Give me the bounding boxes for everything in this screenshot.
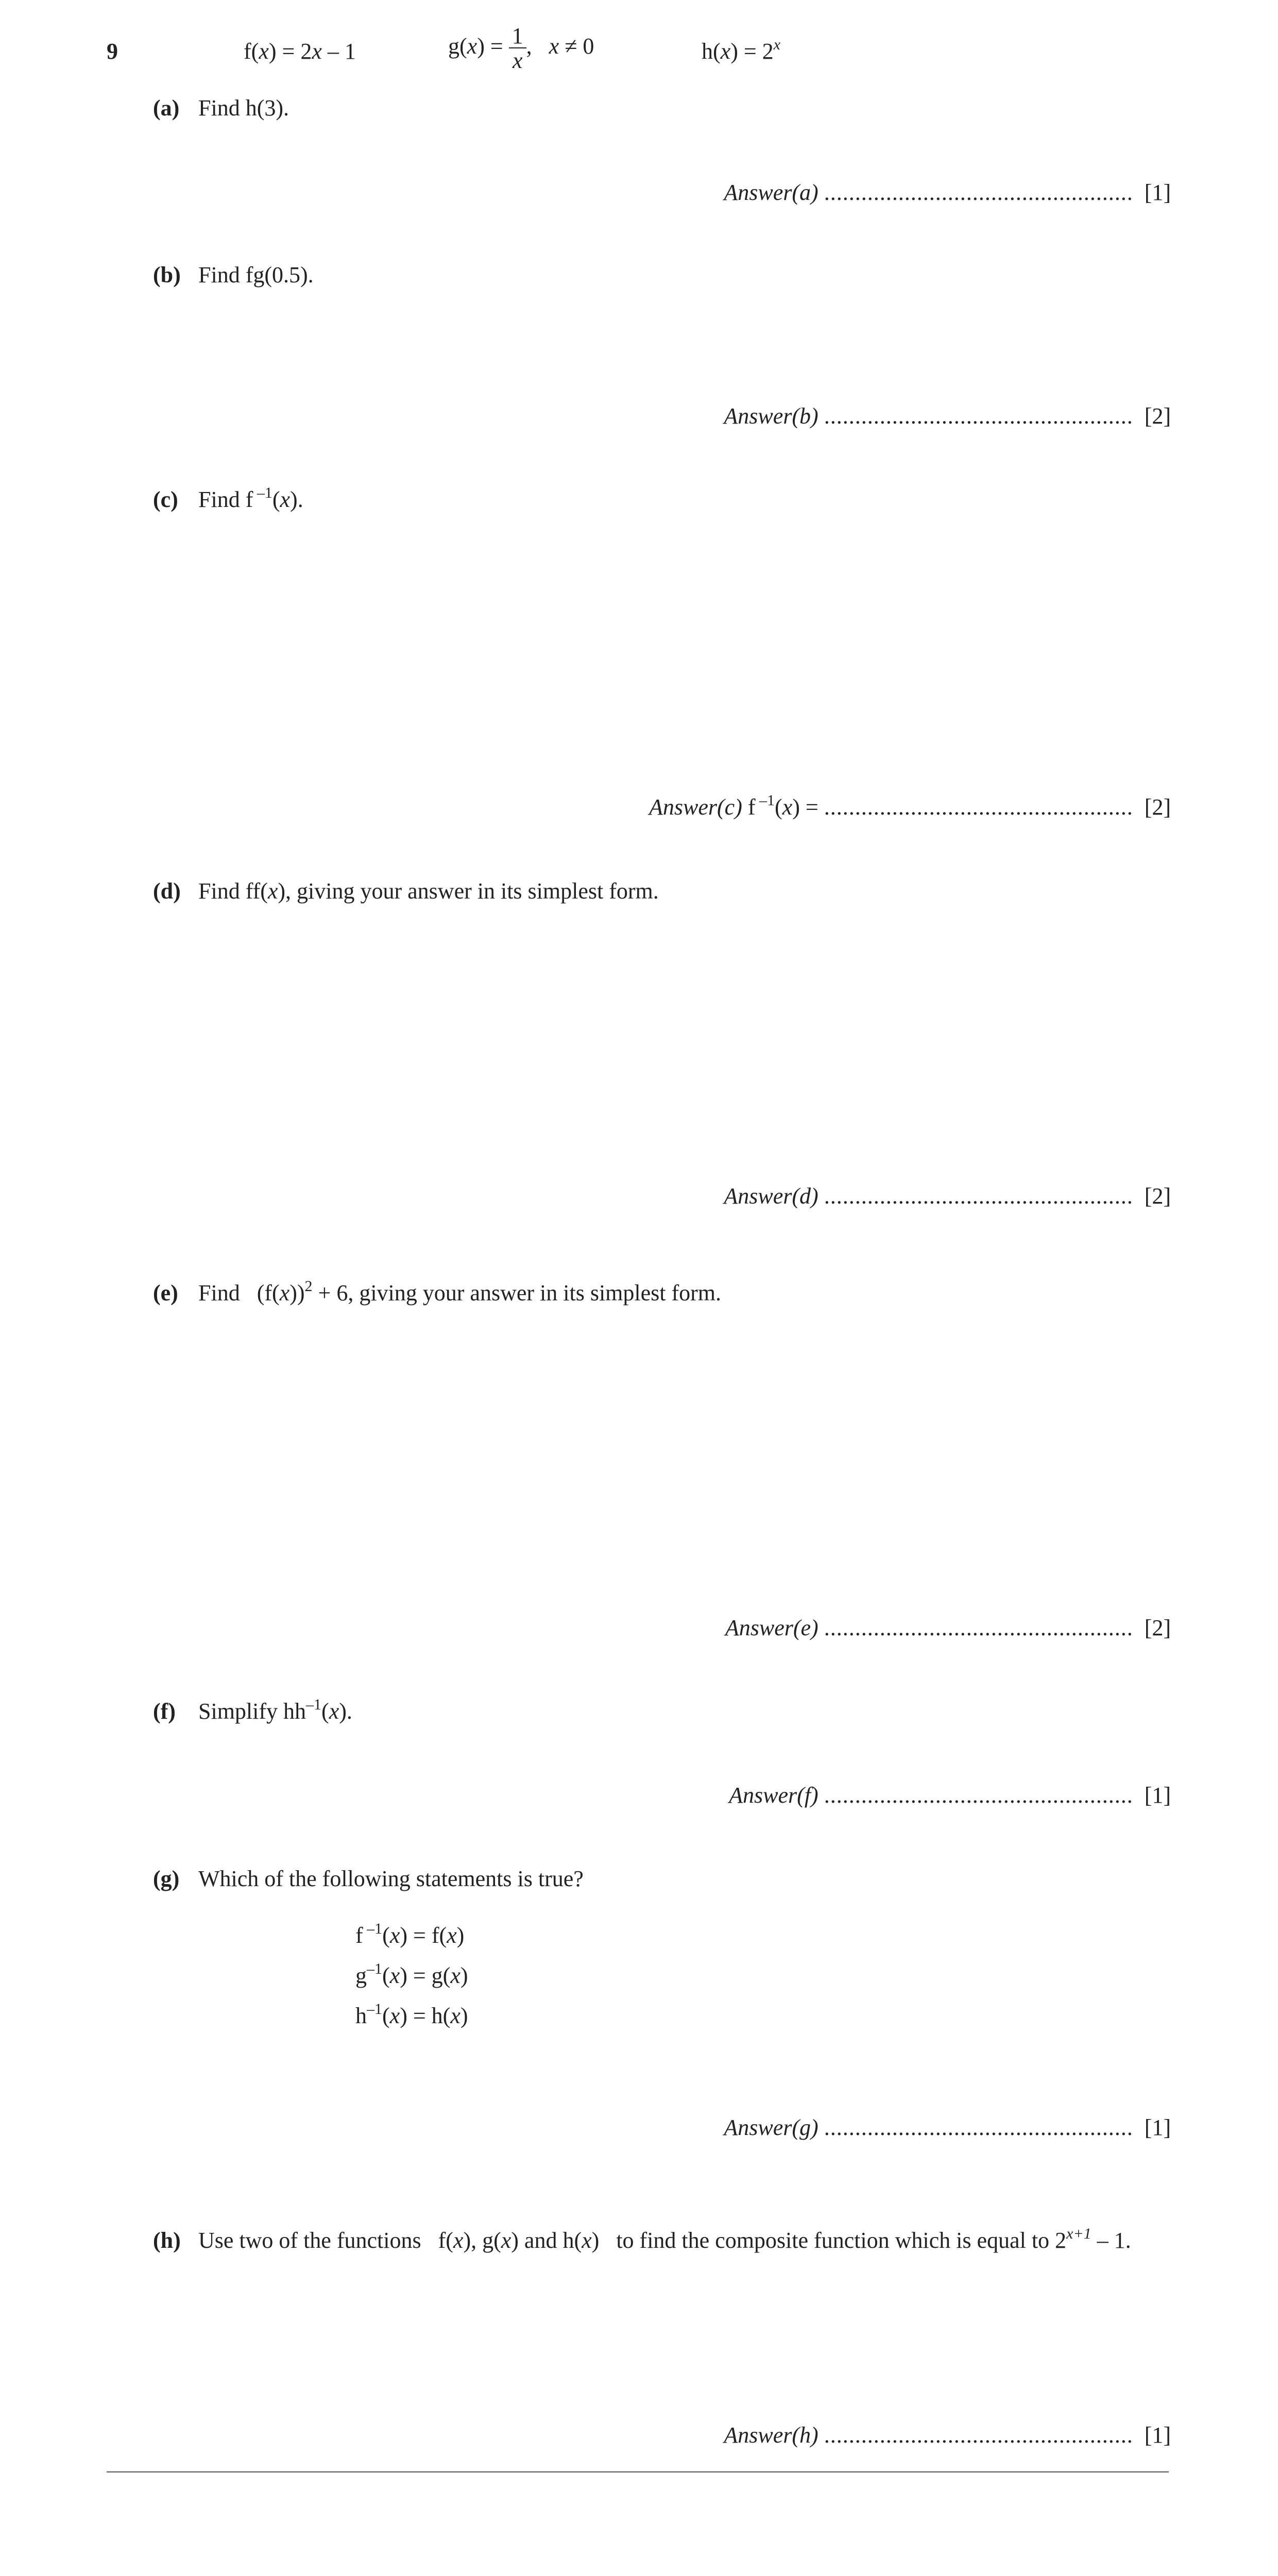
function-g-definition: g(x) = $\frac{1}{x}$ , x ≠ 0 [448, 23, 594, 73]
part-h-var-3: x [582, 2228, 592, 2253]
h-var: x [720, 39, 731, 64]
part-b-label: (b) [153, 262, 181, 287]
g-fraction [509, 25, 526, 72]
marks-c: [2] [1144, 794, 1171, 820]
question-number: 9 [107, 39, 118, 64]
answer-c-prefix: f [742, 794, 756, 820]
part-e-text-mid: )) [289, 1280, 305, 1306]
answer-a-dots: .................................................. [824, 180, 1133, 205]
statement-2: $g^{-1}(x) = g(x)$ [355, 1960, 468, 1988]
part-a-text: Find h(3). [198, 95, 289, 121]
marks-b: [2] [1144, 403, 1171, 429]
answer-c-dots: .................................................. [824, 794, 1133, 820]
statement-1-fn: f [355, 1923, 363, 1948]
answer-f-dots: .................................................. [824, 1783, 1133, 1808]
answer-f-label: Answer(f) [729, 1783, 819, 1808]
part-f-var: x [329, 1699, 339, 1724]
statement-3-fn: h [355, 2003, 367, 2028]
part-h-text-end: – 1. [1091, 2228, 1131, 2253]
answer-d-label: Answer(d) [724, 1183, 819, 1209]
section-divider [107, 2471, 1169, 2472]
part-e-var: x [279, 1280, 290, 1306]
g-condition: ≠ 0 [559, 33, 594, 59]
part-c-var: x [280, 487, 291, 512]
answer-c-label: Answer(c) [649, 794, 742, 820]
part-c-text: Find f $^{-1}$(x). [198, 484, 303, 512]
marks-g: [1] [1144, 2115, 1171, 2140]
answer-a-label: Answer(a) [724, 180, 819, 205]
part-h-fn-f: f [438, 2228, 446, 2253]
statement-3-rhs: h [431, 2003, 443, 2028]
g-name: g [448, 33, 459, 59]
part-d-text [198, 880, 659, 903]
part-h-var-1: x [453, 2228, 464, 2253]
statement-1-rhs-var: x [447, 1923, 457, 1948]
statement-2-rhs-var: x [450, 1963, 461, 1988]
statement-2-fn: g [355, 1963, 367, 1988]
statement-1-sup: –1 [363, 1920, 383, 1937]
g-denominator: x [509, 47, 526, 72]
answer-g-dots: .................................................. [824, 2115, 1133, 2140]
answer-g-label: Answer(g) [724, 2115, 819, 2140]
answer-h-dots: .................................................. [824, 2422, 1133, 2448]
part-h-text-post: to find the composite function which is equal to 2 [599, 2228, 1067, 2253]
h-name: h [702, 39, 713, 64]
part-d-text-post: ), giving your answer in its simplest form. [278, 878, 659, 904]
marks-h: [1] [1144, 2422, 1171, 2448]
part-d-text-pre: Find ff( [198, 878, 268, 904]
part-g-text: Which of the following statements is true? [198, 1866, 584, 1891]
part-d-label: (d) [153, 878, 181, 904]
statement-1: f $^{-1}$(x) = f(x) [355, 1920, 465, 1948]
answer-c-var: x [782, 794, 793, 820]
part-f-sup: –1 [306, 1696, 322, 1713]
f-rhs-b: – 1 [321, 39, 356, 64]
statement-3: $h^{-1}(x) = h(x)$ [355, 2001, 468, 2028]
g-condition-var: x [549, 33, 559, 59]
statement-3-sup: –1 [367, 2001, 382, 2018]
part-c-answer-line: Answer(c) f $^{-1}$(x) = .................................................. [2] [649, 792, 1171, 820]
answer-b-dots: .................................................. [824, 403, 1133, 429]
part-d-answer-line [724, 1185, 1171, 1208]
part-h-sup: x+1 [1066, 2225, 1092, 2242]
part-h-var-2: x [501, 2228, 512, 2253]
part-f-text: Simplify $hh^{-1}(x)$. [198, 1696, 352, 1724]
marks-e: [2] [1144, 1615, 1171, 1640]
f-var: x [259, 39, 269, 64]
h-rhs: = 2 [738, 39, 774, 64]
part-h-label: (h) [153, 2228, 181, 2253]
statement-2-rhs: g [431, 1963, 443, 1988]
answer-c-suffix: = [799, 794, 819, 820]
answer-e-dots: .................................................. [824, 1615, 1133, 1640]
statement-3-rhs-var: x [450, 2003, 461, 2028]
part-a-answer-line [724, 181, 1171, 204]
part-h-text: Use two of the functions f(x), g(x) and h(x) to find the composite function which is equal to $2^{x+1} - 1$. [198, 2225, 1131, 2253]
part-g-answer-line [724, 2116, 1171, 2139]
marks-a: [1] [1144, 180, 1171, 205]
g-numerator: 1 [512, 23, 523, 48]
statement-1-rhs: f [431, 1923, 439, 1948]
function-f-definition: f(x) = 2x – 1 [244, 39, 356, 64]
part-e-text [198, 1278, 722, 1306]
statement-2-sup: –1 [367, 1960, 382, 1977]
part-c-sup: –1 [253, 484, 272, 501]
h-exponent: x [773, 36, 780, 53]
statement-3-var: x [389, 2003, 400, 2028]
part-e-answer-line [725, 1617, 1171, 1639]
answer-e-label: Answer(e) [725, 1615, 819, 1640]
function-h-definition: $h(x) = 2^x$ [702, 36, 780, 64]
part-a-label: (a) [153, 95, 180, 121]
answer-h-label: Answer(h) [724, 2422, 819, 2448]
part-f-label: (f) [153, 1699, 176, 1724]
statement-1-var: x [389, 1923, 400, 1948]
answer-d-dots: .................................................. [824, 1183, 1133, 1209]
g-var: x [467, 33, 478, 59]
statement-2-var: x [389, 1963, 400, 1988]
part-e-text-post: + 6, giving your answer in its simplest form. [312, 1280, 722, 1306]
part-h-fn-h: h [563, 2228, 574, 2253]
part-e-text-pre: Find (f( [198, 1280, 280, 1306]
f-rhs-var: x [312, 39, 322, 64]
part-e-label: (e) [153, 1280, 178, 1306]
f-rhs-a: = 2 [276, 39, 312, 64]
part-e-sup: 2 [304, 1278, 313, 1295]
marks-d: [2] [1144, 1183, 1171, 1209]
part-c-text-pre: Find f [198, 487, 253, 512]
answer-b-label: Answer(b) [724, 403, 819, 429]
part-b-text: Find fg(0.5). [198, 262, 314, 287]
marks-f: [1] [1144, 1783, 1171, 1808]
answer-c-sup: –1 [755, 792, 775, 809]
part-h-text-pre: Use two of the functions [198, 2228, 438, 2253]
f-name: f [244, 39, 251, 64]
part-g-label: (g) [153, 1866, 180, 1891]
part-f-text-pre: Simplify hh [198, 1699, 306, 1724]
part-c-label: (c) [153, 487, 178, 512]
part-h-fn-g: g [482, 2228, 494, 2253]
part-h-answer-line [724, 2424, 1171, 2447]
part-d-var: x [267, 878, 278, 904]
part-f-answer-line [729, 1784, 1171, 1807]
part-b-answer-line [724, 405, 1171, 428]
